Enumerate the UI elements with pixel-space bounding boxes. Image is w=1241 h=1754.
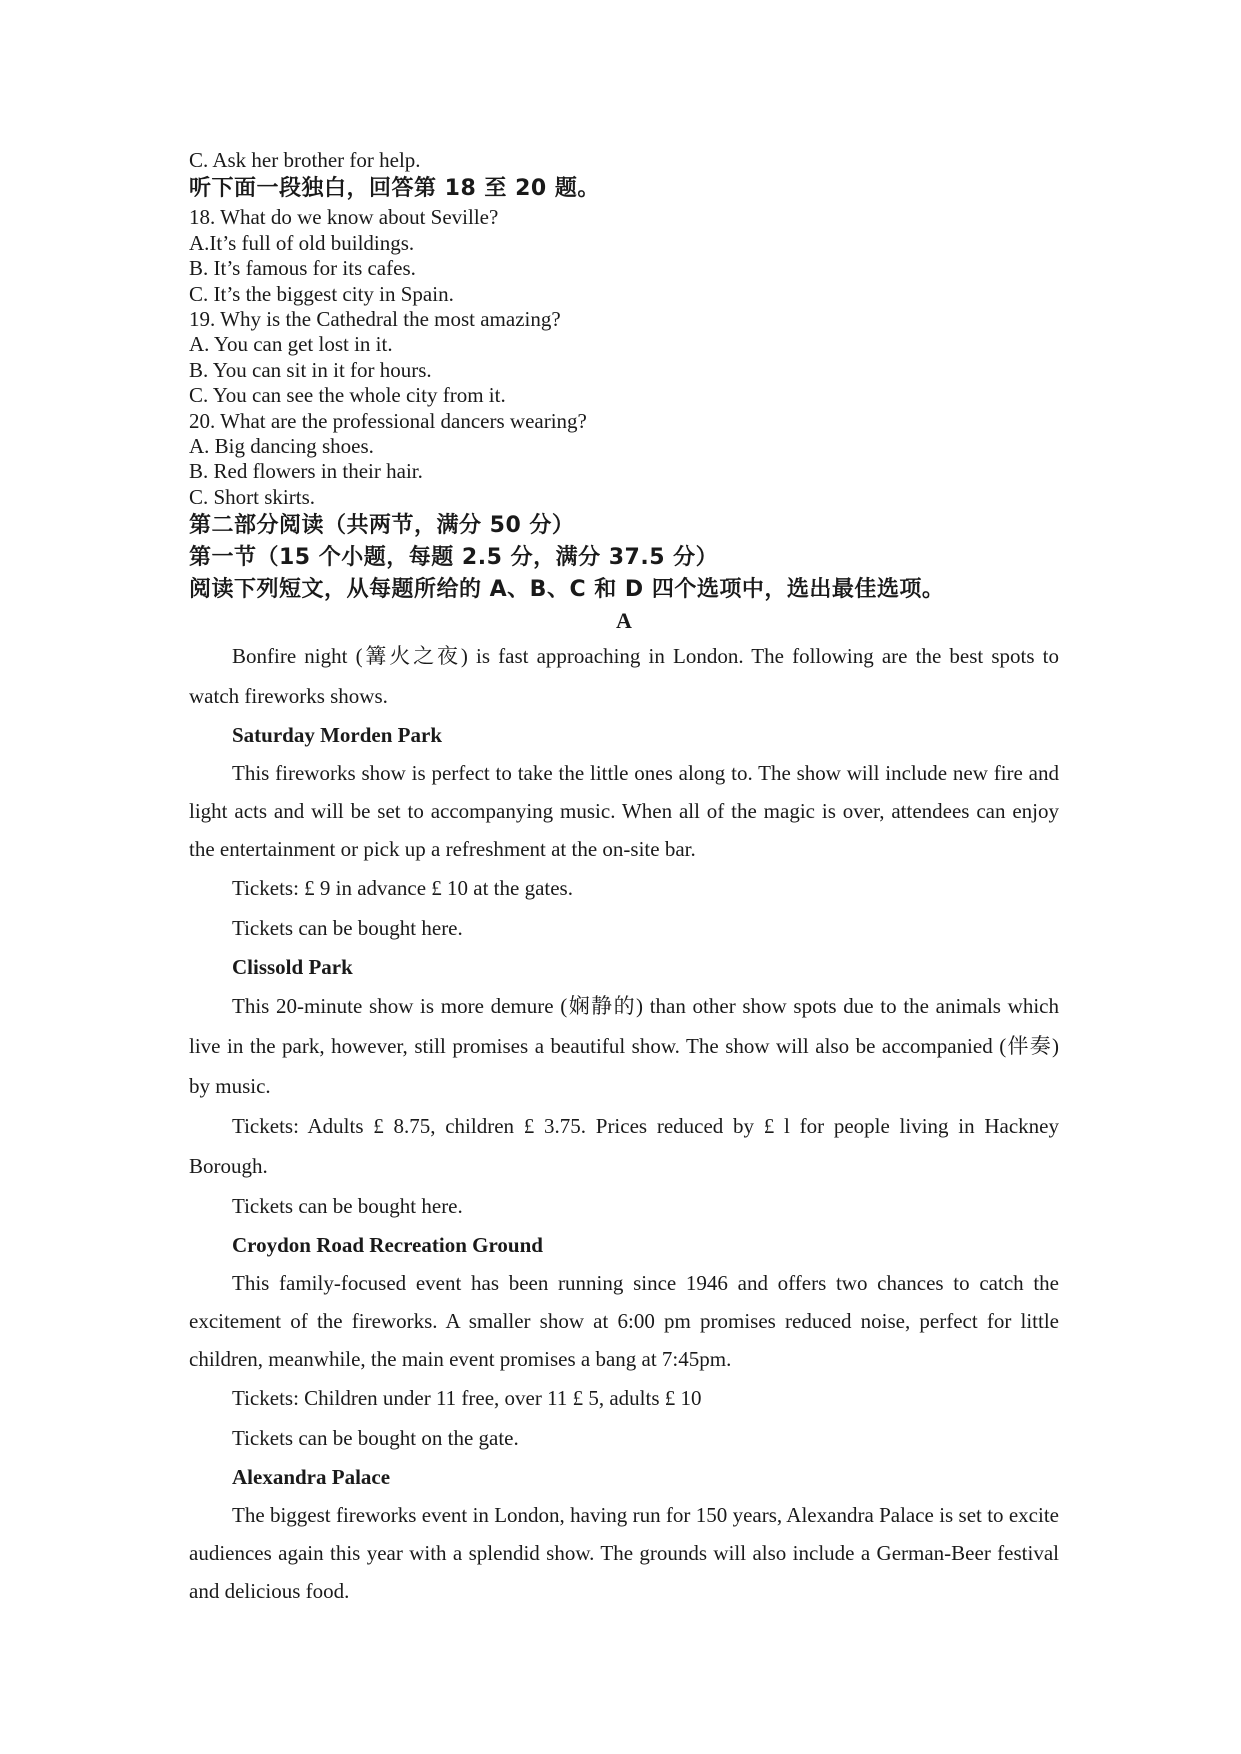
- previous-option-c: C. Ask her brother for help.: [189, 148, 421, 172]
- question-19: [189, 307, 1059, 409]
- venue-description: This fireworks show is perfect to take the little ones along to. The show will include new fire and light acts and will be set to accompanying music. When all of the magic is over, attendees can enjoy the entertainment or pick up a refreshment at the on-site bar.: [189, 761, 1059, 862]
- venue-tickets: Tickets: Children under 11 free, over 11 £ 5, adults £ 10: [232, 1386, 702, 1411]
- venue-description: This 20-minute show is more demure (娴静的) than other show spots due to the animals which live in the park, however, still promises a beautiful show. The show will also be accompanied (伴奏) by music.: [189, 994, 1059, 1099]
- option-a: A.It’s full of old buildings.: [189, 230, 415, 255]
- option-b: B. Red flowers in their hair.: [189, 459, 423, 484]
- venue-name: Croydon Road Recreation Ground: [232, 1233, 543, 1258]
- reading-instruction: 阅读下列短文，从每题所给的 A、B、C 和 D 四个选项中，选出最佳选项。: [189, 577, 945, 603]
- venue-purchase: Tickets can be bought on the gate.: [232, 1426, 519, 1451]
- venue-tickets: Tickets: Adults £ 8.75, children £ 3.75. Prices reduced by £ l for people living in Hackney Borough.: [189, 1114, 1059, 1179]
- venue-description: This family-focused event has been running since 1946 and offers two chances to catch the excitement of the fireworks. A smaller show at 6:00 pm promises reduced noise, perfect for little children, meanwhile, the main event promises a bang at 7:45pm.: [189, 1271, 1059, 1372]
- option-c: C. Short skirts.: [189, 484, 316, 509]
- option-c: C. It’s the biggest city in Spain.: [189, 281, 454, 306]
- question-18: [189, 205, 1059, 307]
- passage-intro: Bonfire night (篝火之夜) is fast approaching in London. The following are the best spots to watch fireworks shows.: [189, 644, 1059, 709]
- question-text: 18. What do we know about Seville?: [189, 205, 499, 230]
- venue-purchase: Tickets can be bought here.: [232, 916, 463, 941]
- question-text: 20. What are the professional dancers wearing?: [189, 408, 587, 433]
- venue-alexandra-palace: [189, 1458, 1059, 1610]
- venue-name: Alexandra Palace: [232, 1465, 391, 1490]
- question-20: [189, 409, 1059, 511]
- venue-name: Saturday Morden Park: [232, 723, 442, 748]
- option-c: C. You can see the whole city from it.: [189, 383, 506, 408]
- venue-croydon-road: [189, 1226, 1059, 1458]
- venue-clissold-park: [189, 948, 1059, 1226]
- document-page: [189, 148, 1059, 1610]
- venue-name: Clissold Park: [232, 955, 353, 980]
- reading-section-heading: 第一节（15 个小题，每题 2.5 分，满分 37.5 分）: [189, 545, 719, 571]
- venue-description: The biggest fireworks event in London, having run for 150 years, Alexandra Palace is set to excite audiences again this year with a splendid show. The grounds will also include a German-Beer festival and delicious food.: [189, 1503, 1059, 1604]
- option-a: A. Big dancing shoes.: [189, 434, 374, 459]
- venue-morden-park: [189, 716, 1059, 948]
- option-b: B. It’s famous for its cafes.: [189, 256, 416, 281]
- venue-purchase: Tickets can be bought here.: [232, 1194, 463, 1219]
- option-b: B. You can sit in it for hours.: [189, 357, 432, 382]
- venue-tickets: Tickets: £ 9 in advance £ 10 at the gates.: [232, 876, 573, 901]
- reading-part-heading: 第二部分阅读（共两节，满分 50 分）: [189, 513, 575, 539]
- listening-section-heading: 听下面一段独白，回答第 18 至 20 题。: [189, 176, 600, 202]
- question-text: 19. Why is the Cathedral the most amazing?: [189, 307, 561, 332]
- passage-title: A: [616, 608, 632, 634]
- option-a: A. You can get lost in it.: [189, 332, 393, 357]
